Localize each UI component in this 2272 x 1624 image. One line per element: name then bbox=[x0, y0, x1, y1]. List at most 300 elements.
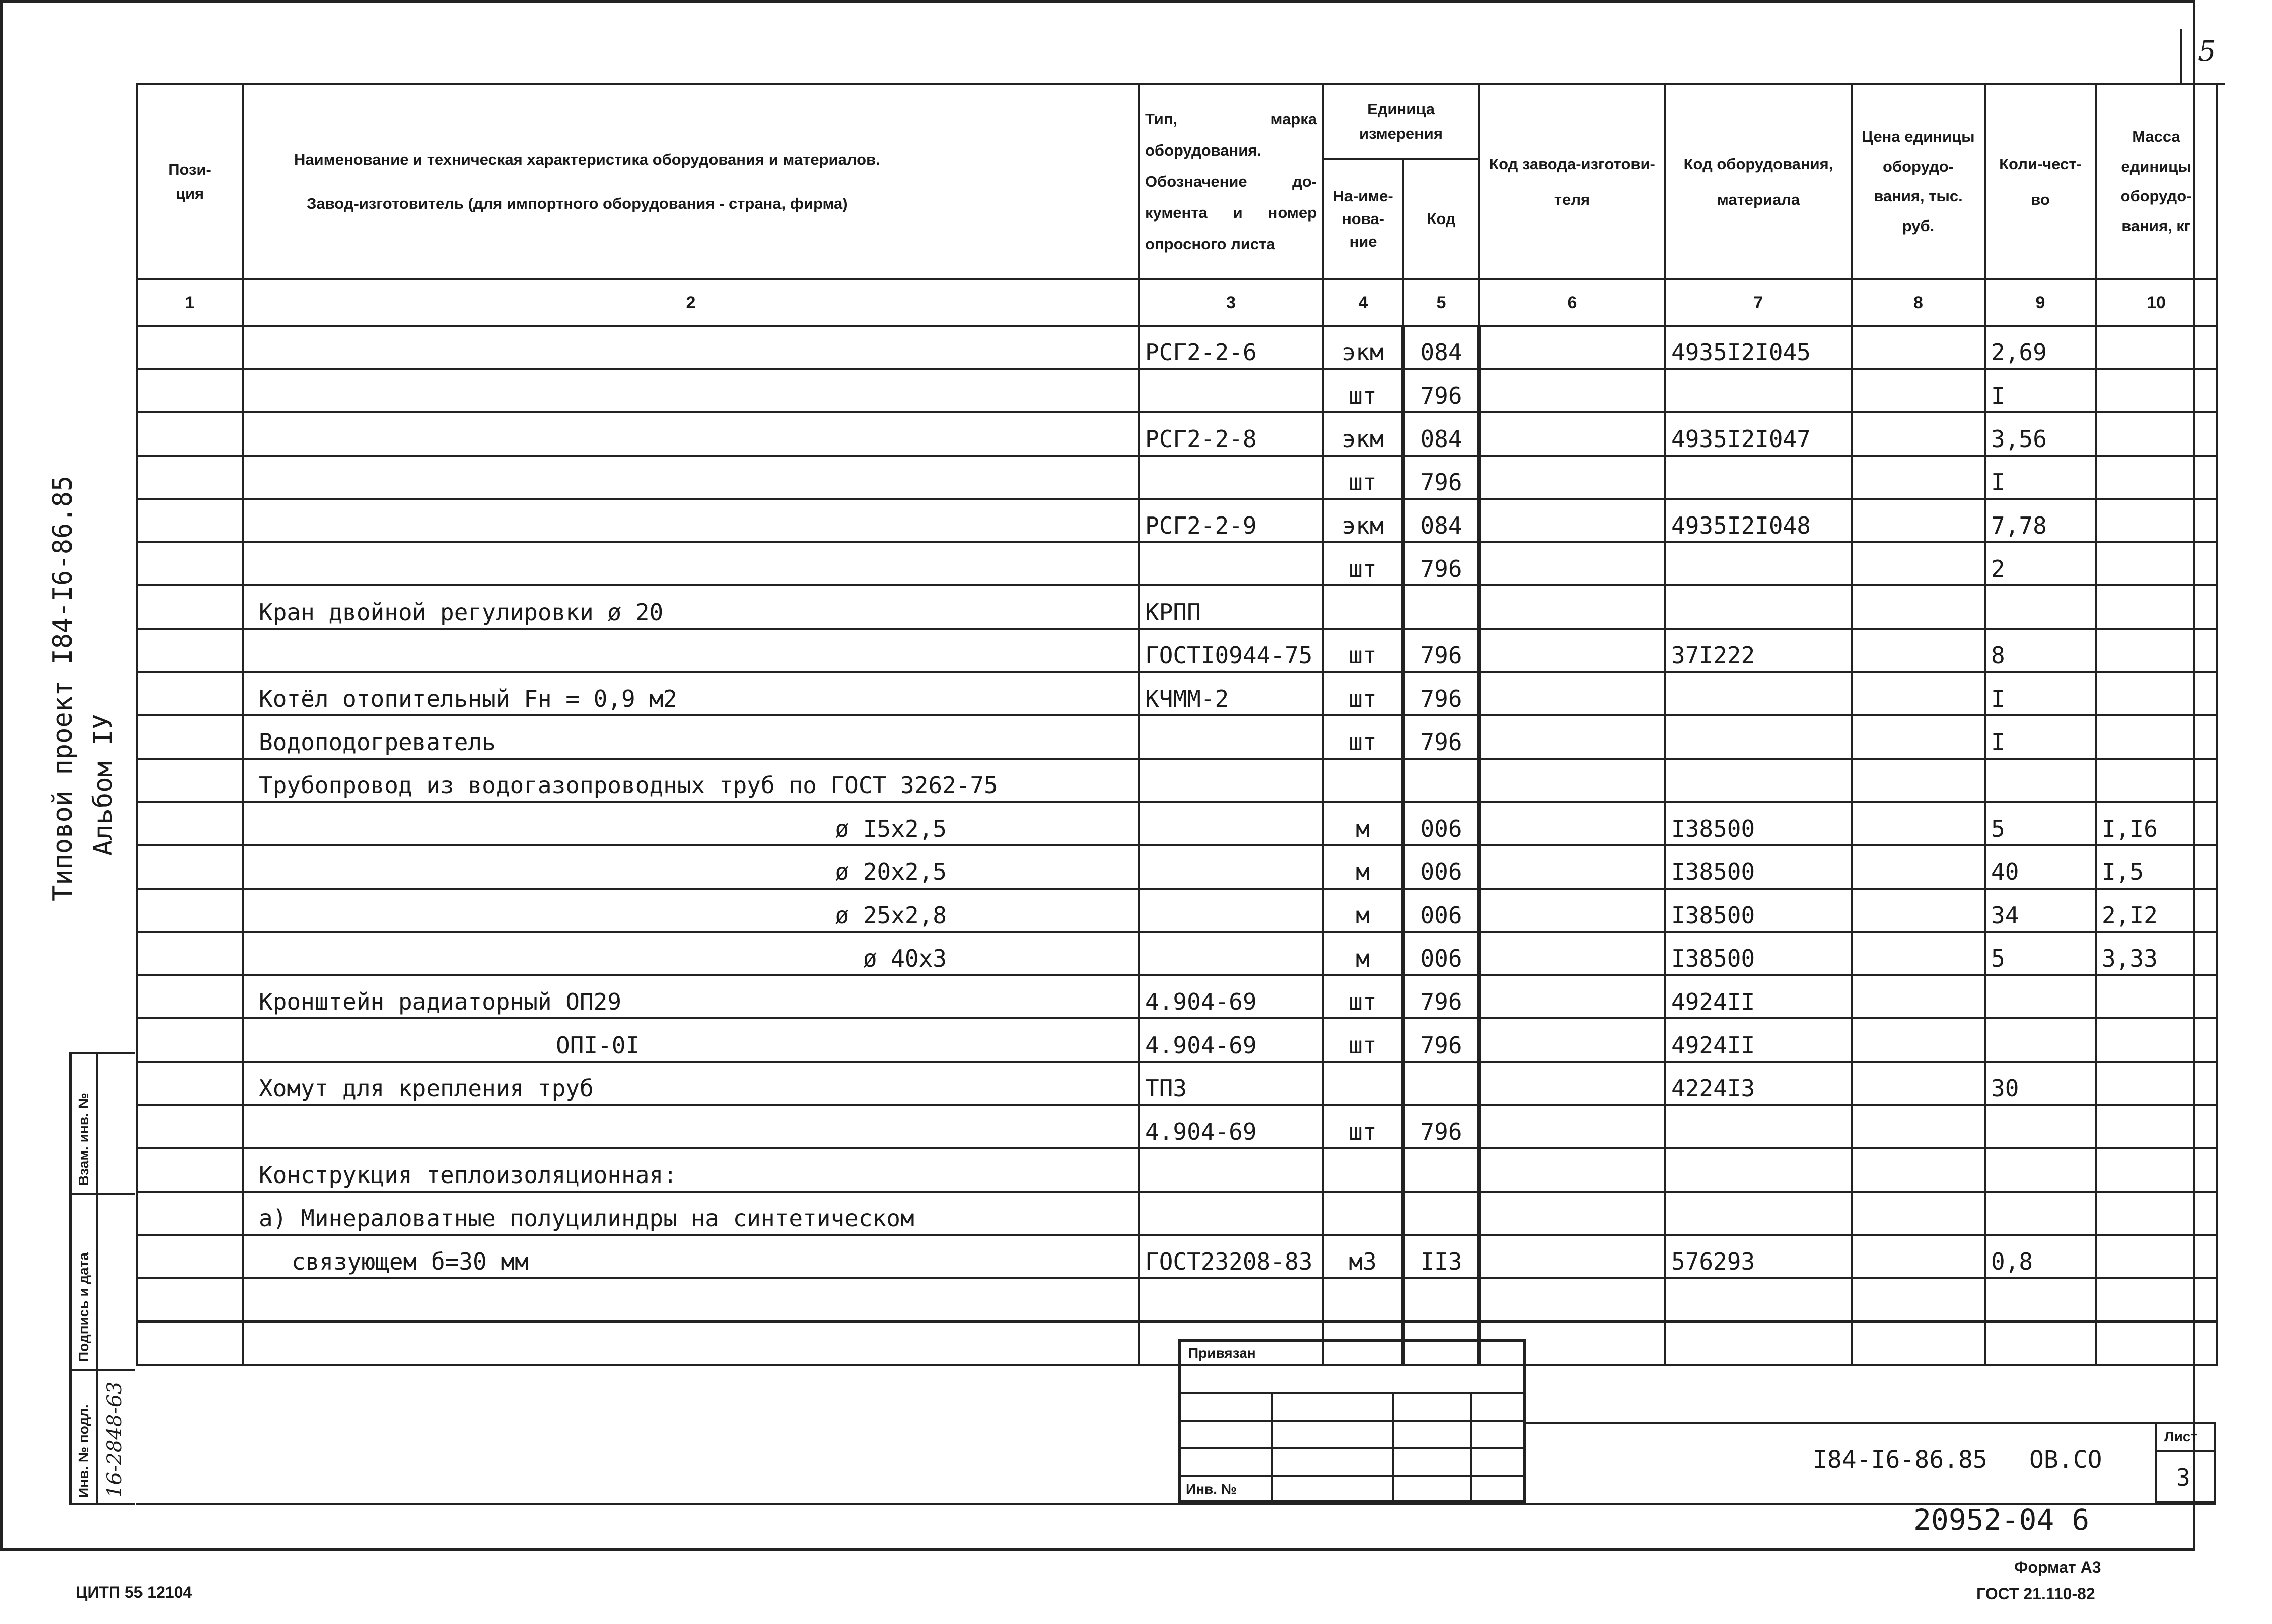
table-row bbox=[137, 845, 2217, 889]
side-label-vzam: Взам. инв. № bbox=[76, 1093, 91, 1186]
cell-mass bbox=[2096, 1278, 2217, 1321]
cell-plant bbox=[1479, 1192, 1665, 1235]
cell-name: связующем б=30 мм bbox=[243, 1235, 1139, 1278]
cell-mass bbox=[2096, 715, 2217, 759]
cell-plant bbox=[1479, 802, 1665, 845]
doc-code: I84-I6-86.85 bbox=[1813, 1446, 1987, 1474]
cell-code: 006 bbox=[1403, 932, 1479, 975]
cell-mat bbox=[1665, 715, 1852, 759]
footer-left: ЦИТП 55 12104 bbox=[76, 1583, 192, 1601]
header-name: Наименование и техническая характеристика оборудования и материалов. Завод-изготовитель (для импортного оборудования - страна, фирма) bbox=[243, 84, 1139, 279]
cell-unit: экм bbox=[1323, 326, 1403, 369]
cell-price bbox=[1852, 456, 1985, 499]
cell-name: а) Минераловатные полуцилиндры на синтетическом bbox=[243, 1192, 1139, 1235]
table-row bbox=[137, 542, 2217, 585]
cell-plant bbox=[1479, 1018, 1665, 1062]
cell-type bbox=[1139, 889, 1323, 932]
table-row bbox=[137, 456, 2217, 499]
cell-mat: 4935I2I047 bbox=[1665, 412, 1852, 456]
inv-handwritten: 16-2848-63 bbox=[103, 1381, 126, 1498]
cell-unit bbox=[1323, 1062, 1403, 1105]
cell-mass: I,I6 bbox=[2096, 802, 2217, 845]
side-title-project: Типовой проект I84-I6-86.85 bbox=[48, 475, 78, 901]
cell-code bbox=[1403, 1062, 1479, 1105]
cell-pos bbox=[137, 1105, 243, 1148]
cell-mat: 4935I2I045 bbox=[1665, 326, 1852, 369]
cell-unit: м3 bbox=[1323, 1235, 1403, 1278]
cell-unit: м bbox=[1323, 932, 1403, 975]
cell-unit bbox=[1323, 1278, 1403, 1321]
cell-price bbox=[1852, 1062, 1985, 1105]
cell-type bbox=[1139, 802, 1323, 845]
cell-code: 796 bbox=[1403, 369, 1479, 412]
header-mass: Масса единицы оборудо-вания, кг bbox=[2096, 84, 2217, 279]
side-title-album: Альбом IУ bbox=[88, 714, 118, 856]
cell-code: 084 bbox=[1403, 326, 1479, 369]
cell-pos bbox=[137, 499, 243, 542]
cell-qty: 5 bbox=[1985, 802, 2096, 845]
cell-pos bbox=[137, 629, 243, 672]
cell-type: ГОСТI0944-75 bbox=[1139, 629, 1323, 672]
cell-mat bbox=[1665, 585, 1852, 629]
cell-qty: 5 bbox=[1985, 932, 2096, 975]
cell-code: 084 bbox=[1403, 412, 1479, 456]
cell-qty: 2 bbox=[1985, 542, 2096, 585]
cell-type bbox=[1139, 715, 1323, 759]
cell-mat bbox=[1665, 369, 1852, 412]
cell-qty bbox=[1985, 1192, 2096, 1235]
table-row bbox=[137, 1105, 2217, 1148]
cell-code: 796 bbox=[1403, 1018, 1479, 1062]
cell-unit: экм bbox=[1323, 499, 1403, 542]
cell-qty: 7,78 bbox=[1985, 499, 2096, 542]
cell-code bbox=[1403, 1192, 1479, 1235]
cell-mat: 4935I2I048 bbox=[1665, 499, 1852, 542]
cell-mass bbox=[2096, 542, 2217, 585]
cell-code: 796 bbox=[1403, 715, 1479, 759]
cell-code: 796 bbox=[1403, 456, 1479, 499]
table-row bbox=[137, 412, 2217, 456]
cell-pos bbox=[137, 715, 243, 759]
colnum-3: 3 bbox=[1139, 279, 1323, 326]
table-row bbox=[137, 326, 2217, 369]
cell-unit: шт bbox=[1323, 975, 1403, 1018]
table-row bbox=[137, 1148, 2217, 1192]
cell-type: 4.904-69 bbox=[1139, 1018, 1323, 1062]
cell-name: Трубопровод из водогазопроводных труб по ГОСТ 3262-75 bbox=[243, 759, 1139, 802]
cell-code: 796 bbox=[1403, 629, 1479, 672]
cell-code: 796 bbox=[1403, 1105, 1479, 1148]
doc-suffix: ОВ.СО bbox=[2029, 1446, 2102, 1474]
cell-name: Хомут для крепления труб bbox=[243, 1062, 1139, 1105]
cell-plant bbox=[1479, 585, 1665, 629]
cell-pos bbox=[137, 369, 243, 412]
cell-mass bbox=[2096, 975, 2217, 1018]
cell-plant bbox=[1479, 412, 1665, 456]
cell-unit: шт bbox=[1323, 369, 1403, 412]
cell-price bbox=[1852, 1235, 1985, 1278]
header-unit-group: Единица измерения bbox=[1323, 84, 1479, 159]
cell-qty: I bbox=[1985, 672, 2096, 715]
cell-mass bbox=[2096, 412, 2217, 456]
cell-type: ГОСТ23208-83 bbox=[1139, 1235, 1323, 1278]
cell-mat: I38500 bbox=[1665, 932, 1852, 975]
cell-mass bbox=[2096, 759, 2217, 802]
cell-pos bbox=[137, 1235, 243, 1278]
cell-type bbox=[1139, 932, 1323, 975]
cell-unit: м bbox=[1323, 802, 1403, 845]
privyazan-label: Привязан bbox=[1188, 1345, 1256, 1361]
corner-number: 5 bbox=[2198, 35, 2216, 68]
cell-qty bbox=[1985, 1278, 2096, 1321]
cell-mat bbox=[1665, 1278, 1852, 1321]
side-label-podpis: Подпись и дата bbox=[76, 1252, 91, 1362]
cell-plant bbox=[1479, 456, 1665, 499]
cell-qty: 8 bbox=[1985, 629, 2096, 672]
cell-price bbox=[1852, 542, 1985, 585]
cell-pos bbox=[137, 845, 243, 889]
cell-price bbox=[1852, 1192, 1985, 1235]
cell-qty bbox=[1985, 585, 2096, 629]
colnum-7: 7 bbox=[1665, 279, 1852, 326]
cell-unit: шт bbox=[1323, 629, 1403, 672]
cell-price bbox=[1852, 759, 1985, 802]
cell-mass bbox=[2096, 1018, 2217, 1062]
cell-qty bbox=[1985, 759, 2096, 802]
cell-qty: I bbox=[1985, 456, 2096, 499]
cell-name: Кран двойной регулировки ø 20 bbox=[243, 585, 1139, 629]
cell-mat bbox=[1665, 672, 1852, 715]
cell-name bbox=[243, 1105, 1139, 1148]
colnum-2: 2 bbox=[243, 279, 1139, 326]
table-row bbox=[137, 802, 2217, 845]
cell-price bbox=[1852, 629, 1985, 672]
cell-name: ø 25х2,8 bbox=[243, 889, 1139, 932]
cell-pos bbox=[137, 802, 243, 845]
cell-qty: 0,8 bbox=[1985, 1235, 2096, 1278]
cell-name: ø 20х2,5 bbox=[243, 845, 1139, 889]
cell-plant bbox=[1479, 889, 1665, 932]
header-unit-name: На-име-нова-ние bbox=[1323, 159, 1403, 279]
cell-type: КРПП bbox=[1139, 585, 1323, 629]
cell-mat: I38500 bbox=[1665, 845, 1852, 889]
cell-code: 796 bbox=[1403, 975, 1479, 1018]
cell-type: КЧММ-2 bbox=[1139, 672, 1323, 715]
cell-unit: м bbox=[1323, 889, 1403, 932]
cell-pos bbox=[137, 542, 243, 585]
header-type: Тип, марка оборудования. Обозначение до-кумента и номер опросного листа bbox=[1139, 84, 1323, 279]
cell-plant bbox=[1479, 1278, 1665, 1321]
cell-price bbox=[1852, 845, 1985, 889]
cell-code: 796 bbox=[1403, 672, 1479, 715]
cell-qty bbox=[1985, 1148, 2096, 1192]
cell-qty: 2,69 bbox=[1985, 326, 2096, 369]
side-label-inv: Инв. № подл. bbox=[76, 1404, 91, 1498]
cell-code: 006 bbox=[1403, 802, 1479, 845]
cell-plant bbox=[1479, 1235, 1665, 1278]
cell-unit bbox=[1323, 1148, 1403, 1192]
cell-price bbox=[1852, 802, 1985, 845]
cell-mass bbox=[2096, 369, 2217, 412]
cell-unit bbox=[1323, 759, 1403, 802]
cell-type bbox=[1139, 845, 1323, 889]
cell-plant bbox=[1479, 326, 1665, 369]
cell-name bbox=[243, 456, 1139, 499]
table-row bbox=[137, 1062, 2217, 1105]
cell-name: Водоподогреватель bbox=[243, 715, 1139, 759]
cell-type: 4.904-69 bbox=[1139, 975, 1323, 1018]
cell-price bbox=[1852, 1148, 1985, 1192]
cell-qty: 34 bbox=[1985, 889, 2096, 932]
cell-unit: экм bbox=[1323, 412, 1403, 456]
table-row bbox=[137, 1192, 2217, 1235]
cell-type: ТП3 bbox=[1139, 1062, 1323, 1105]
cell-qty: I bbox=[1985, 369, 2096, 412]
cell-plant bbox=[1479, 1148, 1665, 1192]
cell-mass bbox=[2096, 326, 2217, 369]
cell-mass bbox=[2096, 456, 2217, 499]
sheet-number: 3 bbox=[2176, 1464, 2190, 1491]
cell-price bbox=[1852, 1321, 1985, 1365]
cell-unit: шт bbox=[1323, 715, 1403, 759]
cell-qty bbox=[1985, 1321, 2096, 1365]
table-row bbox=[137, 585, 2217, 629]
bottom-number: 20952-04 6 bbox=[1913, 1503, 2090, 1537]
table-row bbox=[137, 759, 2217, 802]
cell-mat: 4224I3 bbox=[1665, 1062, 1852, 1105]
cell-type bbox=[1139, 456, 1323, 499]
cell-mass bbox=[2096, 1321, 2217, 1365]
cell-mass bbox=[2096, 1062, 2217, 1105]
cell-name bbox=[243, 326, 1139, 369]
cell-code bbox=[1403, 1278, 1479, 1321]
cell-code: II3 bbox=[1403, 1235, 1479, 1278]
table-row bbox=[137, 629, 2217, 672]
cell-price bbox=[1852, 369, 1985, 412]
cell-price bbox=[1852, 499, 1985, 542]
colnum-8: 8 bbox=[1852, 279, 1985, 326]
header-price: Цена единицы оборудо-вания, тыс. руб. bbox=[1852, 84, 1985, 279]
cell-name: Кронштейн радиаторный ОП29 bbox=[243, 975, 1139, 1018]
cell-pos bbox=[137, 585, 243, 629]
cell-mat: I38500 bbox=[1665, 802, 1852, 845]
cell-name: Котёл отопительный Fн = 0,9 м2 bbox=[243, 672, 1139, 715]
cell-pos bbox=[137, 1148, 243, 1192]
cell-plant bbox=[1479, 845, 1665, 889]
cell-name bbox=[243, 542, 1139, 585]
cell-mass bbox=[2096, 1148, 2217, 1192]
cell-name: ОПI-0I bbox=[243, 1018, 1139, 1062]
cell-price bbox=[1852, 932, 1985, 975]
cell-mat bbox=[1665, 1321, 1852, 1365]
cell-name bbox=[243, 1278, 1139, 1321]
cell-name: ø 40х3 bbox=[243, 932, 1139, 975]
cell-pos bbox=[137, 975, 243, 1018]
cell-mass bbox=[2096, 499, 2217, 542]
cell-plant bbox=[1479, 715, 1665, 759]
cell-price bbox=[1852, 889, 1985, 932]
table-row bbox=[137, 1235, 2217, 1278]
cell-mass bbox=[2096, 1235, 2217, 1278]
cell-mat bbox=[1665, 542, 1852, 585]
cell-type bbox=[1139, 759, 1323, 802]
cell-mat: 4924II bbox=[1665, 975, 1852, 1018]
header-plant-code: Код завода-изготови-теля bbox=[1479, 84, 1665, 279]
cell-mat bbox=[1665, 1105, 1852, 1148]
header-qty: Коли-чест-во bbox=[1985, 84, 2096, 279]
cell-plant bbox=[1479, 1105, 1665, 1148]
cell-type bbox=[1139, 1148, 1323, 1192]
cell-type: РСГ2-2-8 bbox=[1139, 412, 1323, 456]
cell-mass bbox=[2096, 672, 2217, 715]
cell-mass bbox=[2096, 1192, 2217, 1235]
bottom-table-rule bbox=[136, 1321, 2216, 1323]
cell-pos bbox=[137, 326, 243, 369]
cell-pos bbox=[137, 932, 243, 975]
cell-qty bbox=[1985, 1018, 2096, 1062]
cell-plant bbox=[1479, 759, 1665, 802]
stamp-inv-label: Инв. № bbox=[1186, 1481, 1237, 1497]
cell-price bbox=[1852, 975, 1985, 1018]
cell-pos bbox=[137, 1321, 243, 1365]
cell-code: 006 bbox=[1403, 889, 1479, 932]
cell-pos bbox=[137, 1062, 243, 1105]
cell-code: 796 bbox=[1403, 542, 1479, 585]
header-material-code: Код оборудования, материала bbox=[1665, 84, 1852, 279]
table-row bbox=[137, 1018, 2217, 1062]
cell-code: 084 bbox=[1403, 499, 1479, 542]
cell-price bbox=[1852, 326, 1985, 369]
cell-name bbox=[243, 369, 1139, 412]
cell-unit: шт bbox=[1323, 456, 1403, 499]
colnum-9: 9 bbox=[1985, 279, 2096, 326]
cell-mat: 37I222 bbox=[1665, 629, 1852, 672]
cell-mat bbox=[1665, 1148, 1852, 1192]
cell-mat bbox=[1665, 759, 1852, 802]
cell-plant bbox=[1479, 499, 1665, 542]
cell-qty bbox=[1985, 975, 2096, 1018]
cell-mat bbox=[1665, 456, 1852, 499]
cell-price bbox=[1852, 1018, 1985, 1062]
cell-plant bbox=[1479, 1062, 1665, 1105]
cell-pos bbox=[137, 1192, 243, 1235]
cell-unit bbox=[1323, 1192, 1403, 1235]
cell-mass bbox=[2096, 629, 2217, 672]
cell-type bbox=[1139, 542, 1323, 585]
footer-gost: ГОСТ 21.110-82 bbox=[1976, 1585, 2095, 1603]
colnum-6: 6 bbox=[1479, 279, 1665, 326]
cell-plant bbox=[1479, 932, 1665, 975]
cell-pos bbox=[137, 889, 243, 932]
footer-format: Формат А3 bbox=[2014, 1558, 2101, 1576]
cell-price bbox=[1852, 672, 1985, 715]
cell-type: 4.904-69 bbox=[1139, 1105, 1323, 1148]
cell-unit: м bbox=[1323, 845, 1403, 889]
cell-name: ø I5х2,5 bbox=[243, 802, 1139, 845]
table-row bbox=[137, 672, 2217, 715]
cell-price bbox=[1852, 585, 1985, 629]
cell-name bbox=[243, 499, 1139, 542]
cell-qty bbox=[1985, 1105, 2096, 1148]
cell-mat: 4924II bbox=[1665, 1018, 1852, 1062]
cell-mat: 576293 bbox=[1665, 1235, 1852, 1278]
cell-plant bbox=[1479, 369, 1665, 412]
cell-name bbox=[243, 1321, 1139, 1365]
cell-unit: шт bbox=[1323, 1105, 1403, 1148]
cell-pos bbox=[137, 672, 243, 715]
cell-code bbox=[1403, 585, 1479, 629]
cell-type bbox=[1139, 1192, 1323, 1235]
cell-code: 006 bbox=[1403, 845, 1479, 889]
cell-mass: 3,33 bbox=[2096, 932, 2217, 975]
cell-qty: 40 bbox=[1985, 845, 2096, 889]
cell-plant bbox=[1479, 542, 1665, 585]
cell-name bbox=[243, 629, 1139, 672]
header-unit-code: Код bbox=[1403, 159, 1479, 279]
sheet-label: Лист bbox=[2164, 1429, 2198, 1444]
cell-type: РСГ2-2-6 bbox=[1139, 326, 1323, 369]
cell-pos bbox=[137, 412, 243, 456]
table-row bbox=[137, 975, 2217, 1018]
cell-type bbox=[1139, 1278, 1323, 1321]
table-row bbox=[137, 369, 2217, 412]
cell-mat: I38500 bbox=[1665, 889, 1852, 932]
cell-pos bbox=[137, 759, 243, 802]
header-pos: Пози- ция bbox=[137, 84, 243, 279]
cell-code bbox=[1403, 759, 1479, 802]
cell-plant bbox=[1479, 672, 1665, 715]
cell-code bbox=[1403, 1148, 1479, 1192]
cell-name bbox=[243, 412, 1139, 456]
table-row bbox=[137, 932, 2217, 975]
cell-mass bbox=[2096, 585, 2217, 629]
cell-price bbox=[1852, 1278, 1985, 1321]
cell-pos bbox=[137, 456, 243, 499]
cell-unit: шт bbox=[1323, 672, 1403, 715]
cell-mass: 2,I2 bbox=[2096, 889, 2217, 932]
table-row bbox=[137, 715, 2217, 759]
colnum-10: 10 bbox=[2096, 279, 2217, 326]
cell-unit bbox=[1323, 585, 1403, 629]
cell-mass: I,5 bbox=[2096, 845, 2217, 889]
cell-qty: 3,56 bbox=[1985, 412, 2096, 456]
cell-type: РСГ2-2-9 bbox=[1139, 499, 1323, 542]
cell-plant bbox=[1479, 629, 1665, 672]
cell-price bbox=[1852, 1105, 1985, 1148]
colnum-5: 5 bbox=[1403, 279, 1479, 326]
cell-mat bbox=[1665, 1192, 1852, 1235]
cell-mass bbox=[2096, 1105, 2217, 1148]
cell-plant bbox=[1479, 975, 1665, 1018]
cell-type bbox=[1139, 369, 1323, 412]
cell-unit: шт bbox=[1323, 1018, 1403, 1062]
cell-price bbox=[1852, 715, 1985, 759]
cell-price bbox=[1852, 412, 1985, 456]
colnum-1: 1 bbox=[137, 279, 243, 326]
cell-pos bbox=[137, 1278, 243, 1321]
specification-table bbox=[136, 83, 2218, 1366]
table-row bbox=[137, 1321, 2217, 1365]
table-row bbox=[137, 499, 2217, 542]
colnum-4: 4 bbox=[1323, 279, 1403, 326]
table-row bbox=[137, 889, 2217, 932]
cell-qty: 30 bbox=[1985, 1062, 2096, 1105]
cell-pos bbox=[137, 1018, 243, 1062]
cell-unit: шт bbox=[1323, 542, 1403, 585]
table-row bbox=[137, 1278, 2217, 1321]
cell-qty: I bbox=[1985, 715, 2096, 759]
cell-name: Конструкция теплоизоляционная: bbox=[243, 1148, 1139, 1192]
